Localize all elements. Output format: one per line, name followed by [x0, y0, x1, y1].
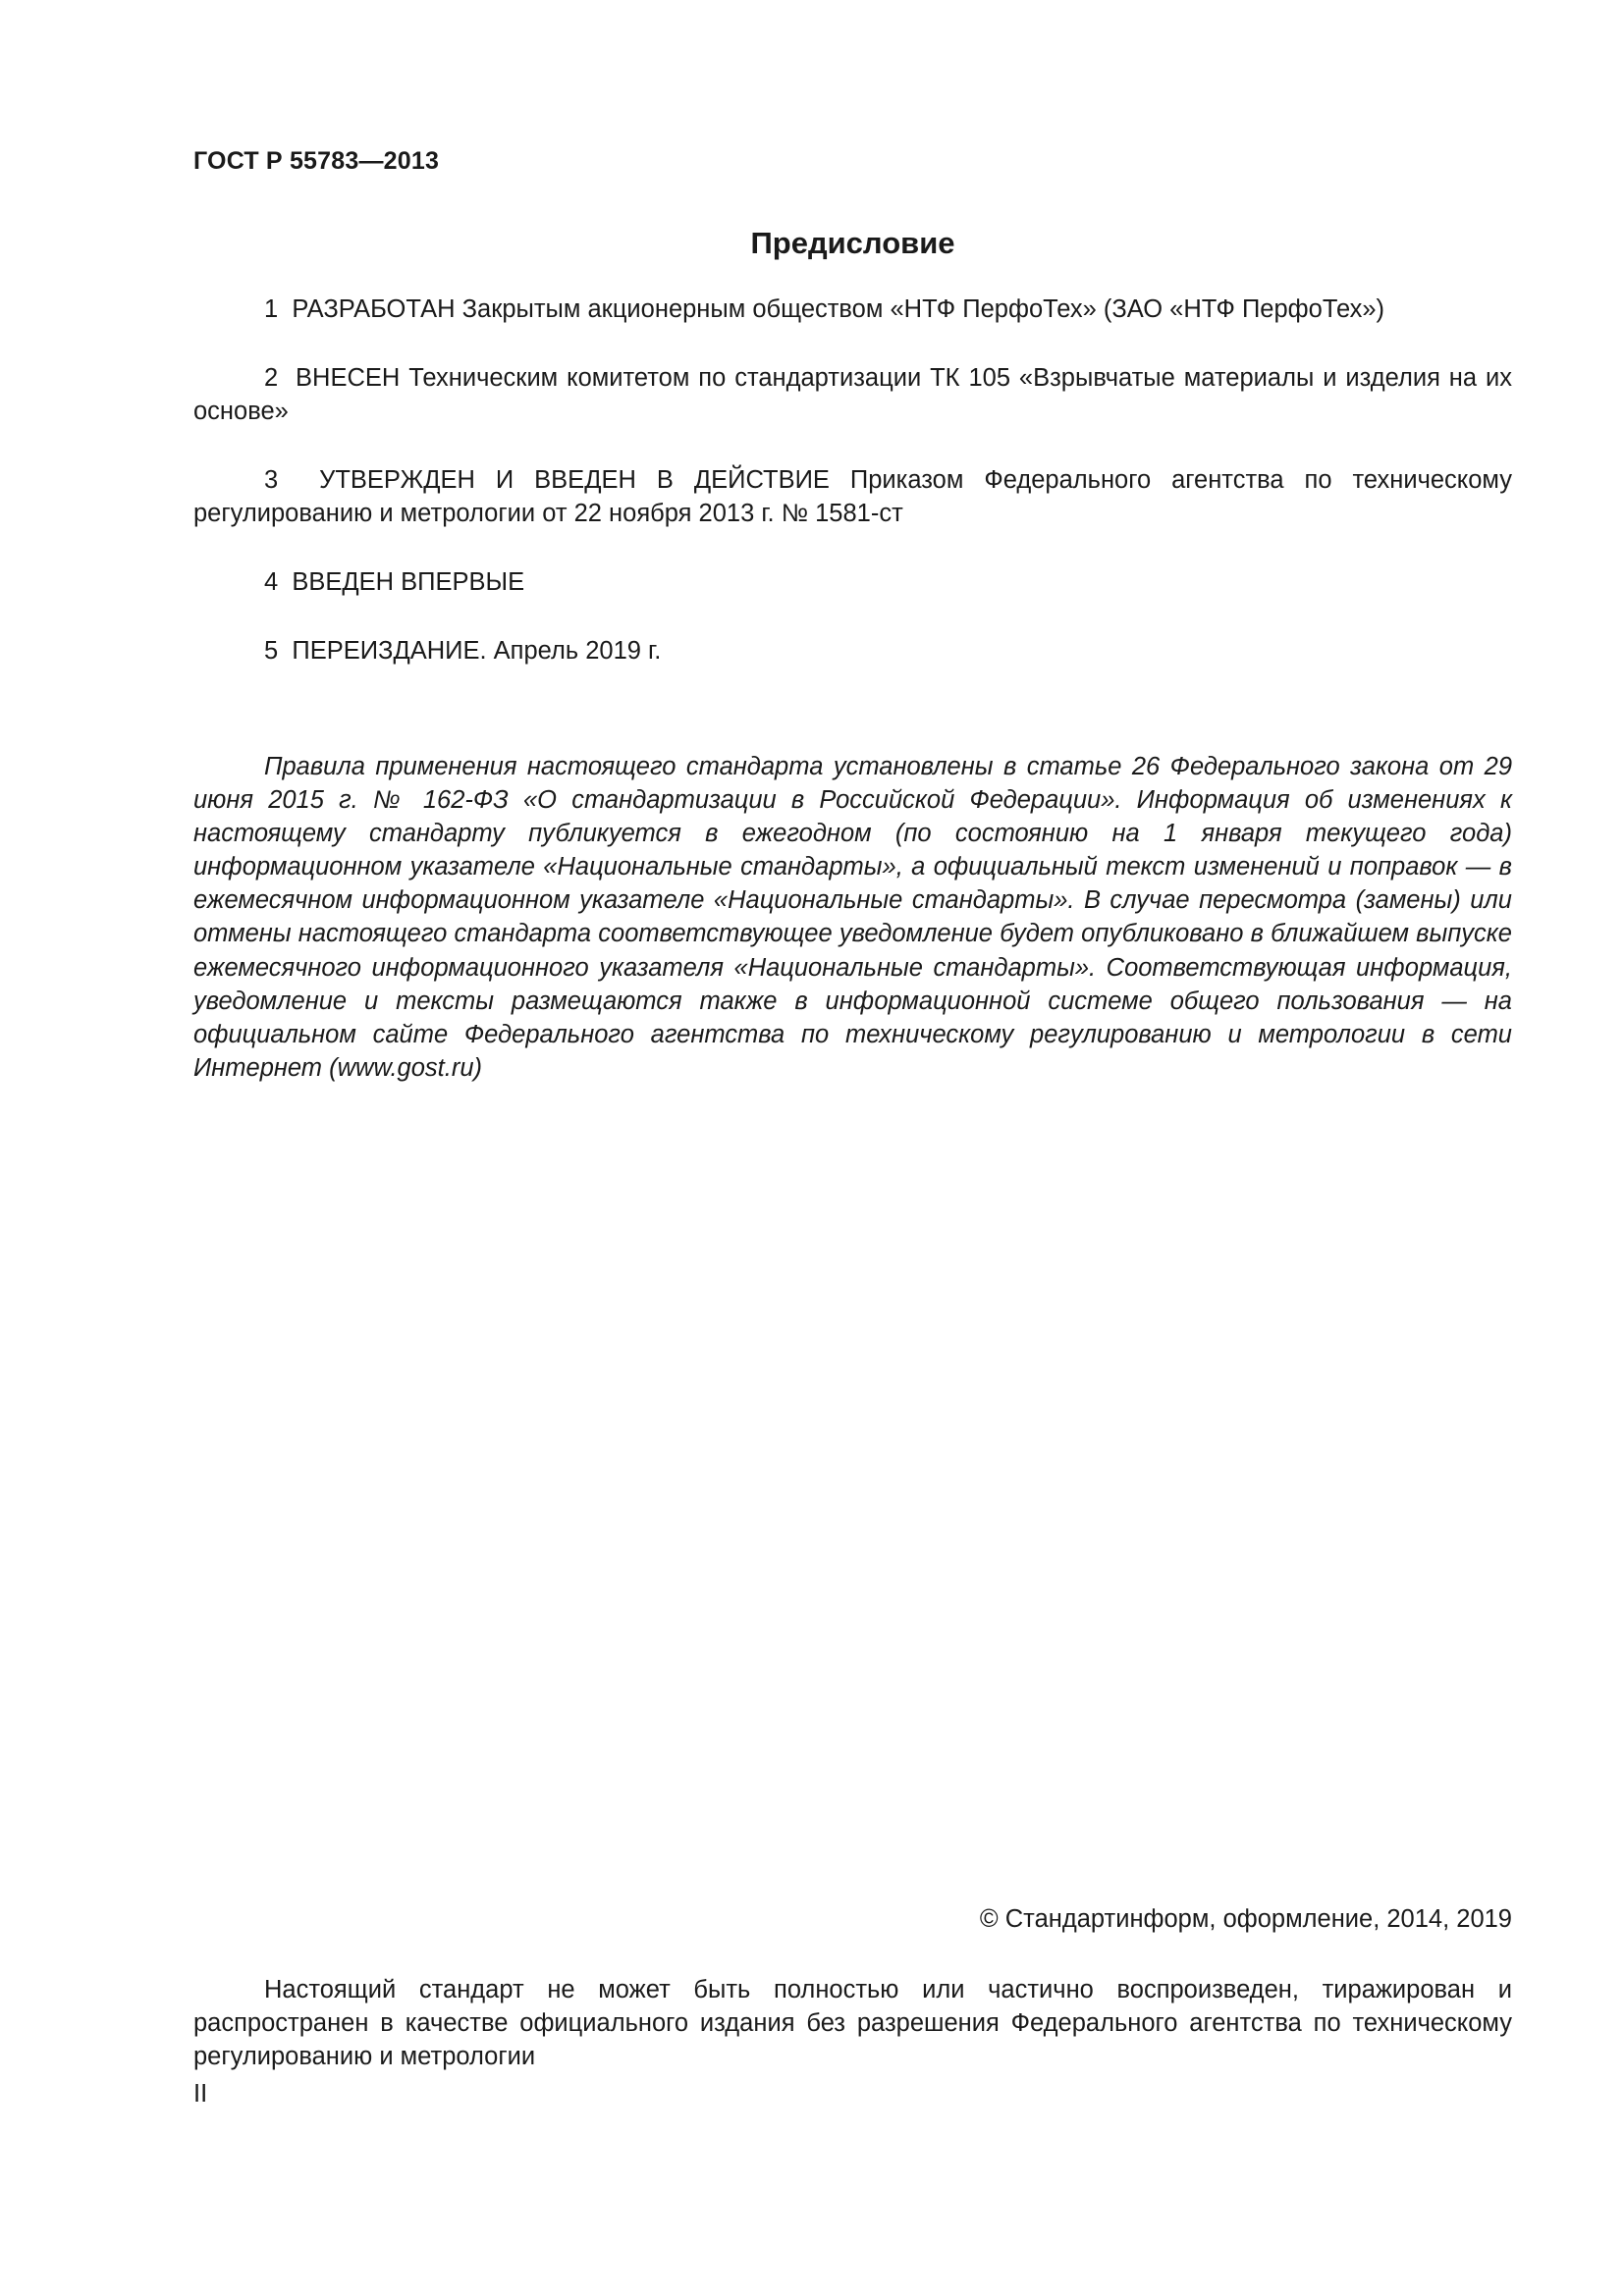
item-text: ВВЕДЕН ВПЕРВЫЕ — [292, 568, 525, 596]
item-number: 4 — [264, 568, 279, 596]
item-text: РАЗРАБОТАН Закрытым акционерным обществом «НТФ ПерфоТех» (ЗАО «НТФ ПерфоТех») — [292, 295, 1385, 323]
foreword-item-3 — [193, 463, 1512, 530]
item-text: ПЕРЕИЗДАНИЕ. Апрель 2019 г. — [292, 637, 662, 665]
copyright-notice: © Стандартинформ, оформление, 2014, 2019 — [979, 1905, 1512, 1933]
item-number: 5 — [264, 637, 279, 665]
foreword-item-4 — [193, 565, 1512, 599]
page-title: Предисловие — [750, 226, 955, 260]
reproduction-notice: Настоящий стандарт не может быть полностью или частично воспроизведен, тиражирован и распространен в качестве официального издания без разрешения Федерального агентства по техническому регулированию и метрологии — [193, 1976, 1512, 2070]
foreword-item-2 — [193, 361, 1512, 428]
item-number: 2 — [264, 364, 279, 392]
item-text: УТВЕРЖДЕН И ВВЕДЕН В ДЕЙСТВИЕ Приказом Федерального агентства по техническому регулированию и метрологии от 22 ноября 2013 г. № 1581-ст — [193, 466, 1512, 527]
page-number: II — [193, 2080, 208, 2108]
foreword-item-1 — [193, 293, 1512, 326]
item-number: 3 — [264, 466, 279, 494]
application-rules-text: Правила применения настоящего стандарта установлены в статье 26 Федерального закона от 29 июня 2015 г. № 162-ФЗ «О стандартизации в Российской Федерации». Информация об изменениях к настоящему стандарту публикуется в ежегодном (по состоянию на 1 января текущего года) информационном указателе «Национальные стандарты», а официальный текст изменений и поправок — в ежемесячном информационном указателе «Национальные стандарты». В случае пересмотра (замены) или отмены настоящего стандарта соответствующее уведомление будет опубликовано в ближайшем выпуске ежемесячного информационного указателя «Национальные стандарты». Соответствующая информация, уведомление и тексты размещаются также в информационной системе общего пользования — на официальном сайте Федерального агентства по техническому регулированию и метрологии в сети Интернет (www.gost.ru) — [193, 753, 1512, 1082]
document-code: ГОСТ Р 55783—2013 — [193, 147, 440, 175]
foreword-item-5 — [193, 634, 1512, 667]
item-number: 1 — [264, 295, 279, 323]
foreword-items — [193, 293, 1512, 667]
item-text: ВНЕСЕН Техническим комитетом по стандартизации ТК 105 «Взрывчатые материалы и изделия на их основе» — [193, 364, 1512, 425]
